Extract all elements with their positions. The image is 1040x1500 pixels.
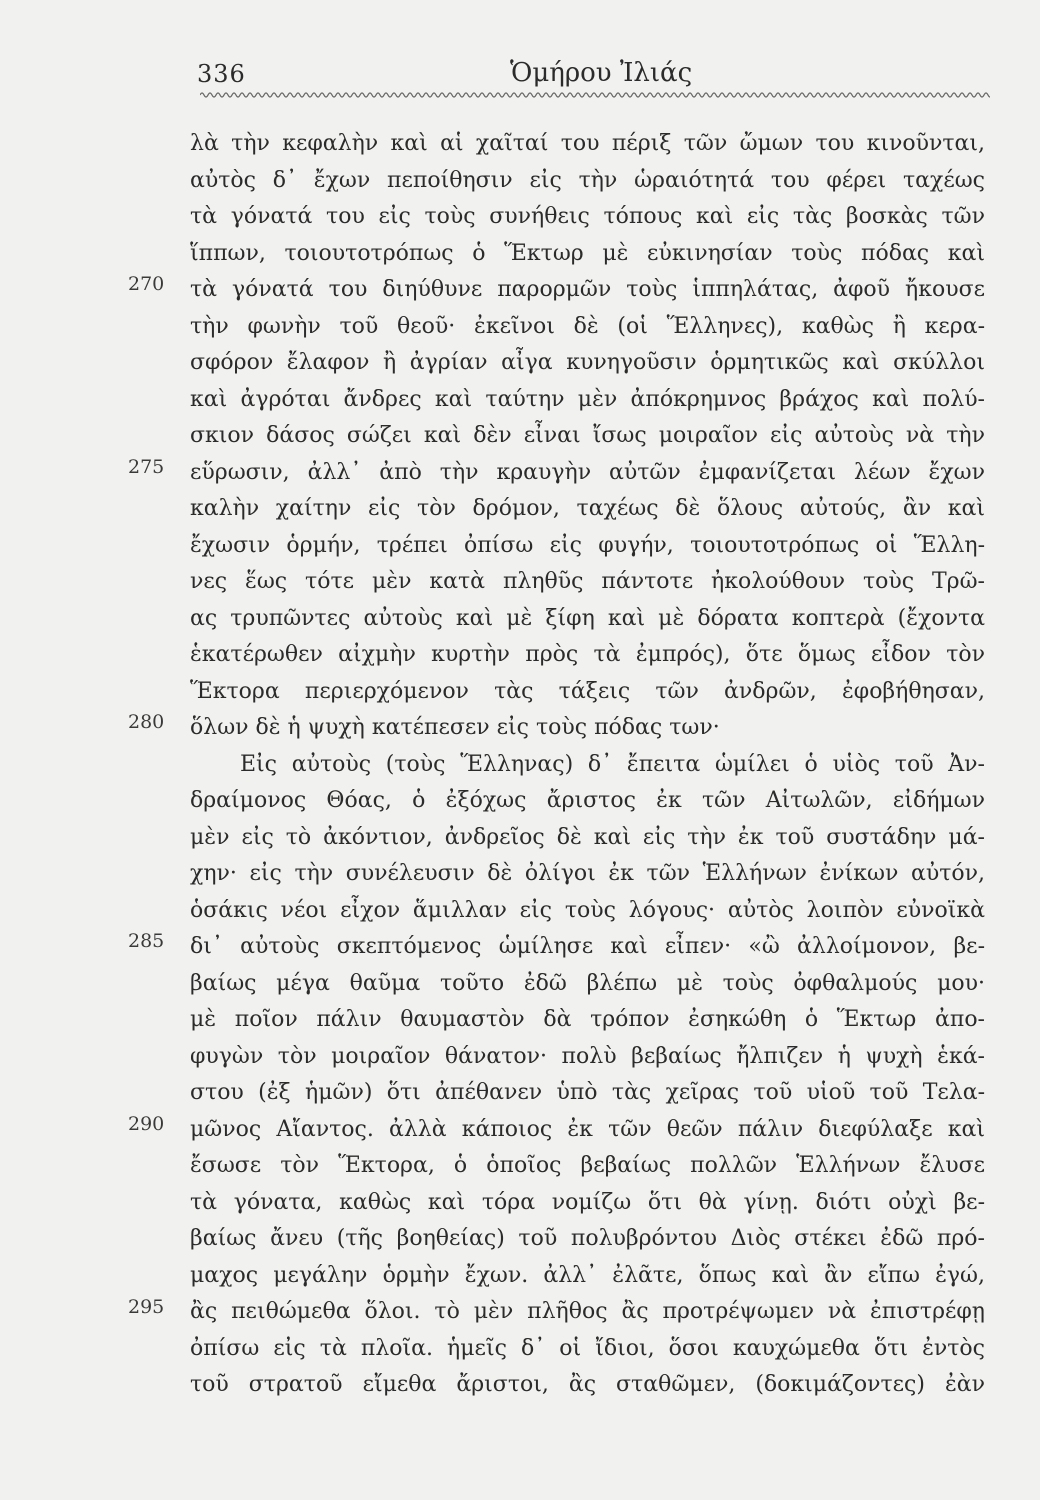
text-line: στου (ἐξ ἡμῶν) ὅτι ἀπέθανεν ὑπὸ τὰς χεῖρας τοῦ υἱοῦ τοῦ Τελα- bbox=[190, 1080, 985, 1105]
line-number-290: 290 bbox=[128, 1113, 165, 1135]
line-number-285: 285 bbox=[128, 930, 165, 952]
text-line: χην· εἰς τὴν συνέλευσιν δὲ ὀλίγοι ἐκ τῶν Ἑλλήνων ἐνίκων αὐτόν, bbox=[190, 861, 985, 886]
text-line: τοῦ στρατοῦ εἴμεθα ἄριστοι, ἂς σταθῶμεν, (δοκιμάζοντες) ἐὰν bbox=[190, 1372, 985, 1397]
wavy-rule-divider bbox=[200, 88, 990, 102]
text-line: αὐτὸς δ᾽ ἔχων πεποίθησιν εἰς τὴν ὡραιότητά του φέρει ταχέως bbox=[190, 167, 985, 193]
text-line: ας τρυπῶντες αὐτοὺς καὶ μὲ ξίφη καὶ μὲ δόρατα κοπτερὰ (ἔχοντα bbox=[190, 605, 985, 631]
line-number-280: 280 bbox=[128, 711, 165, 733]
text-line: δι᾽ αὐτοὺς σκεπτόμενος ὡμίλησε καὶ εἶπεν· «ὢ ἀλλοίμονον, βε- bbox=[190, 934, 985, 959]
text-line: εὕρωσιν, ἀλλ᾽ ἀπὸ τὴν κραυγὴν αὐτῶν ἐμφανίζεται λέων ἔχων bbox=[190, 459, 985, 485]
page-number: 336 bbox=[197, 60, 246, 88]
text-line: βαίως ἄνευ (τῆς βοηθείας) τοῦ πολυβρόντου Διὸς στέκει ἐδῶ πρό- bbox=[190, 1226, 985, 1251]
body-text bbox=[190, 126, 985, 1404]
text-line: σφόρον ἔλαφον ἢ ἀγρίαν αἶγα κυνηγοῦσιν ὁρμητικῶς καὶ σκύλλοι bbox=[190, 350, 985, 375]
running-title: Ὁμήρου Ἰλιάς bbox=[510, 58, 693, 88]
text-line: ἂς πειθώμεθα ὅλοι. τὸ μὲν πλῆθος ἂς προτρέψωμεν νὰ ἐπιστρέφῃ bbox=[190, 1299, 985, 1324]
text-line: λὰ τὴν κεφαλὴν καὶ αἱ χαῖταί του πέριξ τῶν ὤμων του κινοῦνται, bbox=[190, 131, 985, 156]
line-number-295: 295 bbox=[128, 1296, 165, 1318]
text-line-paragraph-end: ὅλων δὲ ἡ ψυχὴ κατέπεσεν εἰς τοὺς πόδας των· bbox=[190, 715, 720, 740]
text-line: σκιον δάσος σώζει καὶ δὲν εἶναι ἴσως μοιραῖον εἰς αὐτοὺς νὰ τὴν bbox=[190, 423, 985, 448]
text-line: μῶνος Αἴαντος. ἀλλὰ κάποιος ἐκ τῶν θεῶν πάλιν διεφύλαξε καὶ bbox=[190, 1116, 985, 1142]
line-number-270: 270 bbox=[128, 273, 165, 295]
text-line-paragraph-start: Εἰς αὐτοὺς (τοὺς Ἕλληνας) δ᾽ ἔπειτα ὡμίλει ὁ υἱὸς τοῦ Ἀν- bbox=[240, 751, 985, 777]
text-line: τὰ γόνατα, καθὼς καὶ τόρα νομίζω ὅτι θὰ γίνῃ. διότι οὐχὶ βε- bbox=[190, 1189, 985, 1215]
text-line: καλὴν χαίτην εἰς τὸν δρόμον, ταχέως δὲ ὅλους αὐτούς, ἂν καὶ bbox=[190, 496, 985, 521]
text-line: τὰ γόνατά του εἰς τοὺς συνήθεις τόπους καὶ εἰς τὰς βοσκὰς τῶν bbox=[190, 204, 985, 229]
text-line: μαχος μεγάλην ὁρμὴν ἔχων. ἀλλ᾽ ἐλᾶτε, ὅπως καὶ ἂν εἴπω ἐγώ, bbox=[190, 1262, 985, 1288]
text-line: ὁσάκις νέοι εἶχον ἅμιλλαν εἰς τοὺς λόγους· αὐτὸς λοιπὸν εὐνοϊκὰ bbox=[190, 897, 985, 923]
text-line: καὶ ἀγρόται ἄνδρες καὶ ταύτην μὲν ἀπόκρημνος βράχος καὶ πολύ- bbox=[190, 386, 985, 412]
text-line: βαίως μέγα θαῦμα τοῦτο ἐδῶ βλέπω μὲ τοὺς ὀφθαλμούς μου· bbox=[190, 970, 985, 996]
text-line: τὴν φωνὴν τοῦ θεοῦ· ἐκεῖνοι δὲ (οἱ Ἕλληνες), καθὼς ἢ κερα- bbox=[190, 313, 985, 339]
line-number-275: 275 bbox=[128, 456, 165, 478]
text-line: ἵππων, τοιουτοτρόπως ὁ Ἕκτωρ μὲ εὐκινησίαν τοὺς πόδας καὶ bbox=[190, 240, 985, 266]
text-line: ὀπίσω εἰς τὰ πλοῖα. ἡμεῖς δ᾽ οἱ ἴδιοι, ὅσοι καυχώμεθα ὅτι ἐντὸς bbox=[190, 1335, 985, 1361]
text-line: Ἕκτορα περιερχόμενον τὰς τάξεις τῶν ἀνδρῶν, ἐφοβήθησαν, bbox=[190, 678, 985, 704]
text-line: δραίμονος Θόας, ὁ ἐξόχως ἄριστος ἐκ τῶν Αἰτωλῶν, εἰδήμων bbox=[190, 788, 985, 813]
text-line: ἑκατέρωθεν αἰχμὴν κυρτὴν πρὸς τὰ ἐμπρός), ὅτε ὅμως εἶδον τὸν bbox=[190, 642, 985, 667]
text-line: ἔχωσιν ὁρμήν, τρέπει ὀπίσω εἰς φυγήν, τοιουτοτρόπως οἱ Ἕλλη- bbox=[190, 532, 985, 558]
text-line: νες ἕως τότε μὲν κατὰ πληθῦς πάντοτε ἠκολούθουν τοὺς Τρῶ- bbox=[190, 569, 985, 594]
text-line: τὰ γόνατά του διηύθυνε παρορμῶν τοὺς ἱππηλάτας, ἀφοῦ ἤκουσε bbox=[190, 277, 985, 302]
text-line: ἔσωσε τὸν Ἕκτορα, ὁ ὁποῖος βεβαίως πολλῶν Ἑλλήνων ἔλυσε bbox=[190, 1153, 985, 1178]
text-line: μὲν εἰς τὸ ἀκόντιον, ἀνδρεῖος δὲ καὶ εἰς τὴν ἐκ τοῦ συστάδην μά- bbox=[190, 824, 985, 850]
text-line: μὲ ποῖον πάλιν θαυμαστὸν δὰ τρόπον ἐσηκώθη ὁ Ἕκτωρ ἀπο- bbox=[190, 1007, 985, 1032]
text-line: φυγὼν τὸν μοιραῖον θάνατον· πολὺ βεβαίως ἤλπιζεν ἡ ψυχὴ ἑκά- bbox=[190, 1043, 985, 1069]
